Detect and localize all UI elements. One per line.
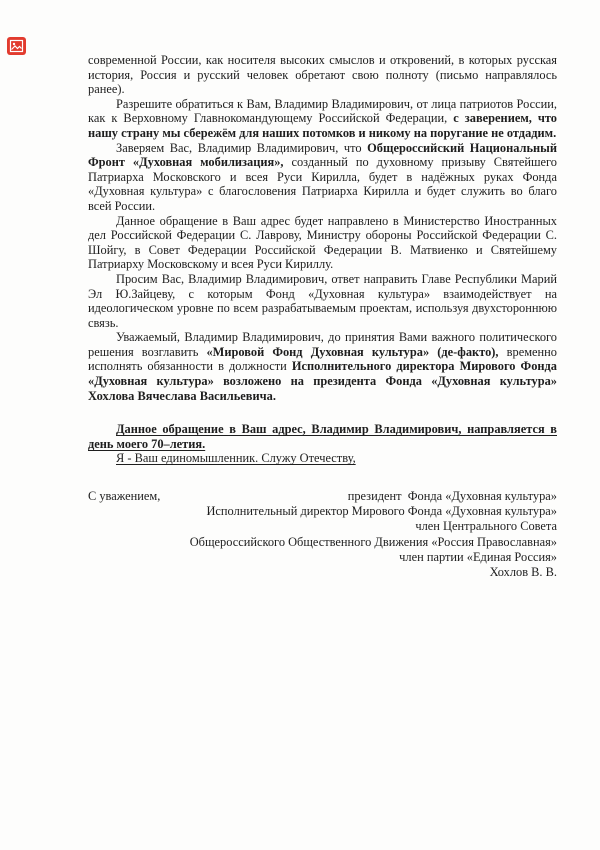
paragraph-closing-line bbox=[88, 451, 557, 466]
paragraph-recipients bbox=[88, 214, 557, 272]
signature-title: президент Фонда «Духовная культура» bbox=[347, 489, 557, 504]
signature-line bbox=[88, 489, 557, 504]
text-segment-bold: Общероссийский Национальный Фронт «Духовная мобилизация», bbox=[88, 140, 557, 170]
signature-title: член партии «Единая Россия» bbox=[399, 549, 557, 564]
missing-image-icon bbox=[7, 37, 26, 55]
signature-salutation: С уважением, bbox=[88, 489, 161, 504]
signature-name: Хохлов В. В. bbox=[489, 565, 557, 580]
text-segment: Разрешите обратиться к Вам, Владимир Владимирович, от лица патриотов России, как к Верховному Главнокомандующему Российской Федерации, bbox=[88, 96, 557, 126]
paragraph-assurance bbox=[88, 141, 557, 214]
text-segment-bold: с заверением, что нашу страну мы сбережём для наших потомков и никому на поругание не отдадим. bbox=[88, 111, 558, 140]
text-segment: временно исполнять обязанности в должности bbox=[88, 344, 557, 374]
paragraph-continuation bbox=[88, 53, 557, 97]
signature-title: Исполнительный директор Мирового Фонда «Духовная культура» bbox=[206, 504, 557, 519]
letter-body bbox=[88, 53, 557, 580]
paragraph-request bbox=[88, 272, 557, 330]
paragraph-anniversary bbox=[88, 422, 557, 451]
text-segment: Уважаемый, Владимир Владимирович, до принятия Вами важного политического решения возглавить bbox=[88, 330, 557, 359]
text-segment-underline: Я - Ваш единомышленник. Служу Отечеству, bbox=[116, 451, 356, 466]
signature-title: Общероссийского Общественного Движения «Россия Православная» bbox=[189, 534, 557, 549]
text-segment: Заверяем Вас, Владимир Владимирович, что bbox=[116, 140, 368, 155]
text-segment: созданный по духовному призыву Святейшего Патриарха Московского и всея Руси Кирилла, будет в надёжных руках Фонда «Духовная культура» с благословения Патриарха Кирилла и будет служить во благо всей России. bbox=[88, 155, 558, 213]
signature-block bbox=[88, 489, 557, 580]
text-segment: Данное обращение в Ваш адрес будет направлено в Министерство Иностранных дел Российской Федерации С. Лаврову, Министру обороны Российской Федерации С. Шойгу, в Совет Федерации Российской Федерации В. Матвиенко и Святейшему Патриарху Московскому и всея Руси Кириллу. bbox=[88, 213, 557, 272]
text-segment: современной России, как носителя высоких смыслов и откровений, в которых русская история, Россия и русский человек обретают свою полноту (письмо направлялось ранее). bbox=[88, 53, 557, 97]
paragraph-appointment bbox=[88, 330, 557, 403]
text-segment: Просим Вас, Владимир Владимирович, ответ направить Главе Республики Марий Эл Ю.Зайцеву, с которым Фонд «Духовная культура» взаимодействует на идеологическом уровне по всем разрабатываемым проектам, используя двухстороннюю связь. bbox=[88, 271, 557, 330]
signature-title: член Центрального Совета bbox=[415, 519, 557, 534]
text-segment-bold-underline: Данное обращение в Ваш адрес, Владимир Владимирович, направляется в день моего 70–летия. bbox=[88, 422, 557, 451]
paragraph-appeal bbox=[88, 97, 557, 141]
text-segment-bold: Исполнительного директора Мирового Фонда «Духовная культура» возложено на президента Фонда «Духовная культура» Хохлова Вячеслава Васильевича. bbox=[88, 359, 557, 403]
missing-image-glyph bbox=[7, 37, 26, 55]
text-segment-bold: «Мировой Фонд Духовная культура» (де-факто), bbox=[206, 344, 499, 359]
